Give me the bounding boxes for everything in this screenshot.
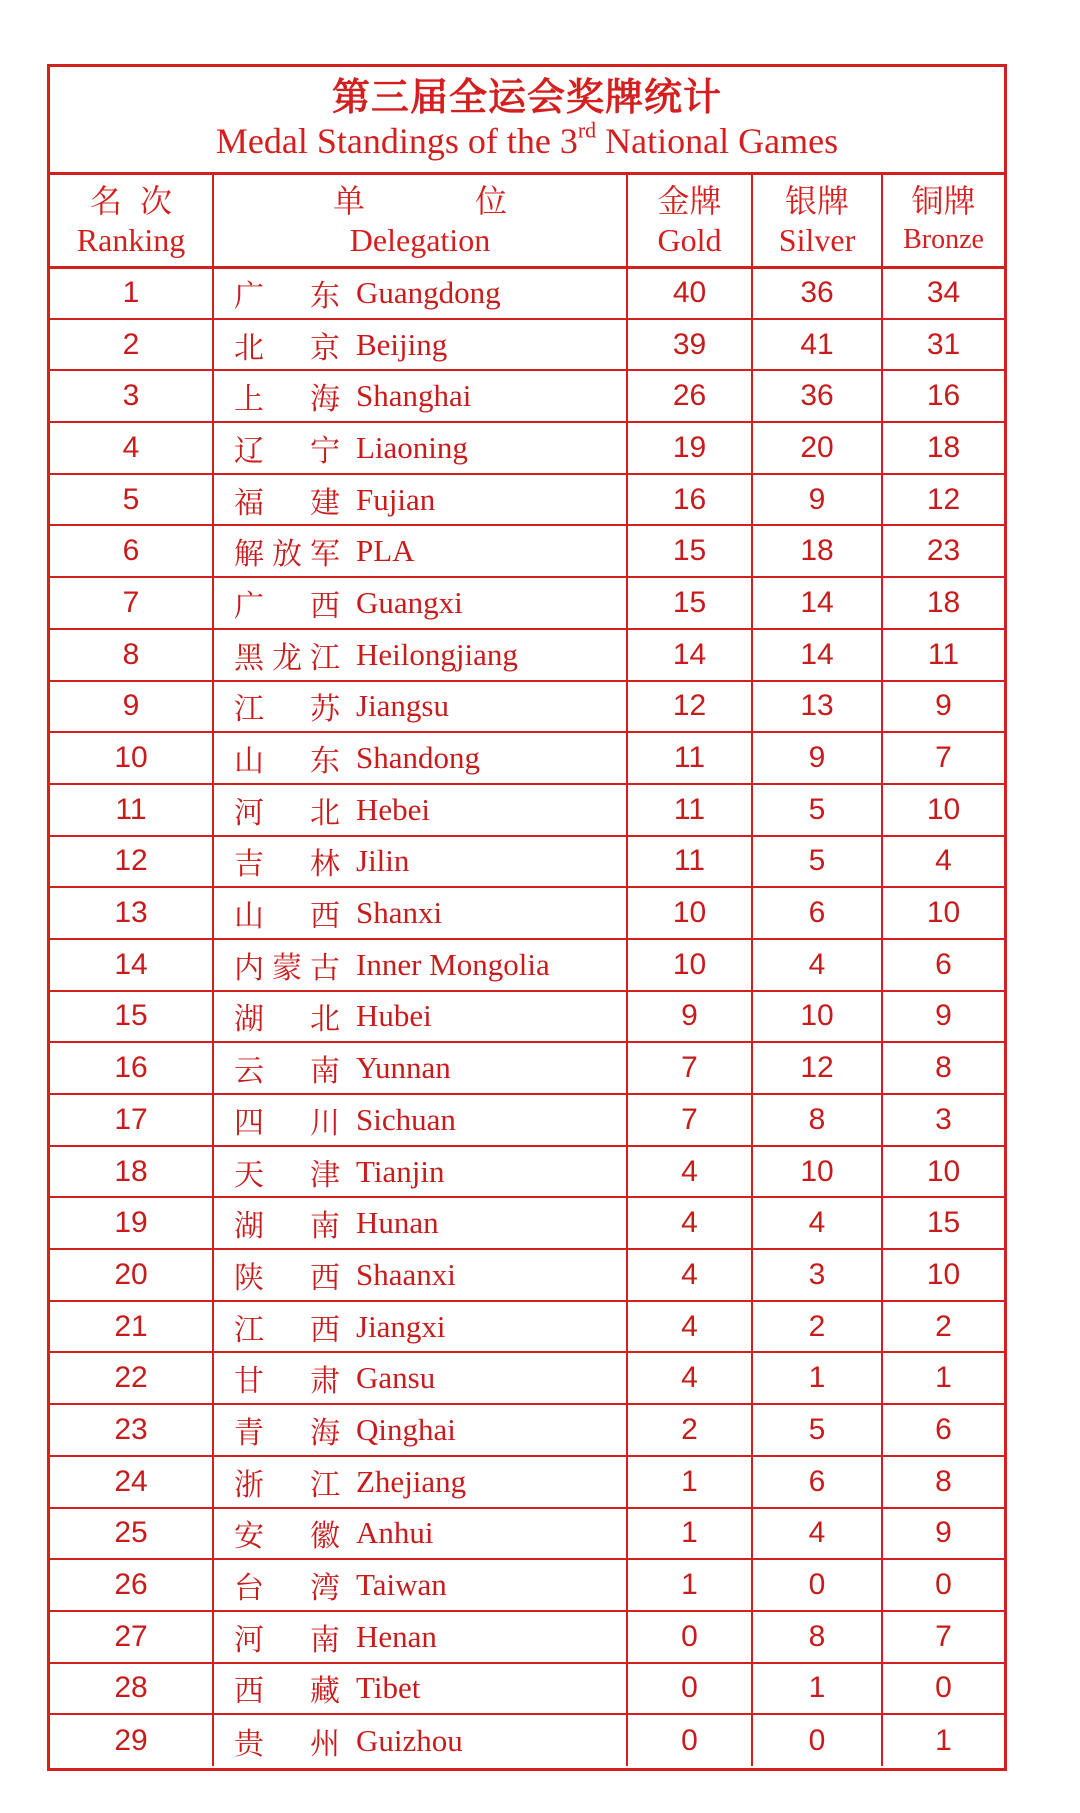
header-bronze-en: Bronze (903, 224, 984, 256)
rank-cell: 20 (50, 1249, 213, 1301)
silver-cell: 0 (752, 1714, 882, 1766)
delegation-name-en: Zhejiang (356, 1463, 467, 1499)
bronze-cell: 1 (882, 1714, 1004, 1766)
delegation-cell (213, 1352, 627, 1404)
bronze-cell: 11 (882, 629, 1004, 681)
table-row (50, 1197, 1004, 1249)
delegation-name-cn: 黑龙江 (234, 640, 340, 676)
delegation-cell (213, 1042, 627, 1094)
gold-cell: 0 (627, 1611, 752, 1663)
rank-cell: 10 (50, 732, 213, 784)
rank-cell: 23 (50, 1404, 213, 1456)
delegation-cell (213, 991, 627, 1043)
bronze-cell: 9 (882, 991, 1004, 1043)
delegation-name-cn: 江西 (234, 1312, 340, 1348)
silver-cell: 1 (752, 1352, 882, 1404)
gold-cell: 19 (627, 422, 752, 474)
delegation-name-en: Taiwan (356, 1567, 447, 1603)
rank-cell: 18 (50, 1146, 213, 1198)
rank-cell: 17 (50, 1094, 213, 1146)
bronze-cell: 12 (882, 474, 1004, 526)
title-english-ordinal: rd (577, 117, 597, 143)
table-row (50, 1559, 1004, 1611)
gold-cell: 0 (627, 1714, 752, 1766)
delegation-name-cn: 广西 (234, 588, 340, 624)
gold-cell: 1 (627, 1508, 752, 1560)
table-row (50, 370, 1004, 422)
bronze-cell: 6 (882, 939, 1004, 991)
gold-cell: 7 (627, 1094, 752, 1146)
silver-cell: 8 (752, 1094, 882, 1146)
gold-cell: 1 (627, 1559, 752, 1611)
gold-cell: 4 (627, 1197, 752, 1249)
gold-cell: 11 (627, 836, 752, 888)
delegation-name-cn: 云南 (234, 1054, 340, 1090)
title-block (50, 67, 1004, 175)
delegation-cell (213, 1094, 627, 1146)
silver-cell: 13 (752, 681, 882, 733)
delegation-name-en: Shaanxi (356, 1256, 456, 1292)
header-delegation-en: Delegation (349, 222, 491, 259)
bronze-cell: 8 (882, 1456, 1004, 1508)
table-row (50, 732, 1004, 784)
delegation-name-cn: 台湾 (234, 1571, 340, 1607)
delegation-cell (213, 732, 627, 784)
header-rank-cn: 名次 (89, 182, 190, 221)
bronze-cell: 10 (882, 887, 1004, 939)
delegation-name-cn: 山东 (234, 744, 340, 780)
delegation-name-cn: 河南 (234, 1622, 340, 1658)
rank-cell: 5 (50, 474, 213, 526)
silver-cell: 9 (752, 474, 882, 526)
header-gold-en: Gold (657, 222, 722, 259)
delegation-name-en: Heilongjiang (356, 636, 518, 672)
silver-cell: 2 (752, 1301, 882, 1353)
delegation-name-cn: 浙江 (234, 1467, 340, 1503)
bronze-cell: 18 (882, 577, 1004, 629)
bronze-cell: 23 (882, 525, 1004, 577)
delegation-name-en: Liaoning (356, 429, 468, 465)
gold-cell: 10 (627, 887, 752, 939)
delegation-name-en: Shandong (356, 740, 480, 776)
delegation-name-cn: 安徽 (234, 1519, 340, 1555)
rank-cell: 15 (50, 991, 213, 1043)
delegation-name-en: Hunan (356, 1205, 439, 1241)
gold-cell: 40 (627, 267, 752, 319)
bronze-cell: 10 (882, 784, 1004, 836)
header-gold (627, 175, 752, 267)
header-silver (752, 175, 882, 267)
delegation-name-cn: 天津 (234, 1157, 340, 1193)
bronze-cell: 9 (882, 681, 1004, 733)
delegation-cell (213, 319, 627, 371)
delegation-name-cn: 陕西 (234, 1260, 340, 1296)
silver-cell: 14 (752, 577, 882, 629)
delegation-name-cn: 吉林 (234, 847, 340, 883)
table-row (50, 525, 1004, 577)
table-row (50, 1146, 1004, 1198)
silver-cell: 0 (752, 1559, 882, 1611)
table-row (50, 1714, 1004, 1766)
delegation-name-en: Guangxi (356, 584, 463, 620)
header-rank (50, 175, 213, 267)
delegation-name-en: Fujian (356, 481, 436, 517)
delegation-name-en: Hubei (356, 998, 432, 1034)
table-row (50, 1352, 1004, 1404)
table-row (50, 1249, 1004, 1301)
rank-cell: 12 (50, 836, 213, 888)
bronze-cell: 18 (882, 422, 1004, 474)
delegation-cell (213, 267, 627, 319)
delegation-name-en: Hebei (356, 791, 431, 827)
gold-cell: 9 (627, 991, 752, 1043)
delegation-name-en: Shanghai (356, 378, 472, 414)
delegation-name-cn: 四川 (234, 1105, 340, 1141)
bronze-cell: 8 (882, 1042, 1004, 1094)
delegation-name-en: Jiangsu (356, 688, 449, 724)
delegation-name-cn: 福建 (234, 485, 340, 521)
silver-cell: 6 (752, 887, 882, 939)
header-delegation-cn: 单位 (332, 182, 617, 221)
rank-cell: 13 (50, 887, 213, 939)
gold-cell: 10 (627, 939, 752, 991)
rank-cell: 24 (50, 1456, 213, 1508)
gold-cell: 7 (627, 1042, 752, 1094)
rank-cell: 7 (50, 577, 213, 629)
gold-cell: 11 (627, 784, 752, 836)
delegation-cell (213, 1611, 627, 1663)
table-row (50, 577, 1004, 629)
rank-cell: 2 (50, 319, 213, 371)
bronze-cell: 2 (882, 1301, 1004, 1353)
delegation-cell (213, 1301, 627, 1353)
bronze-cell: 0 (882, 1559, 1004, 1611)
rank-cell: 25 (50, 1508, 213, 1560)
delegation-cell (213, 1456, 627, 1508)
header-gold-cn: 金牌 (657, 182, 722, 221)
gold-cell: 4 (627, 1146, 752, 1198)
rank-cell: 3 (50, 370, 213, 422)
silver-cell: 5 (752, 1404, 882, 1456)
table-row (50, 1094, 1004, 1146)
delegation-cell (213, 1559, 627, 1611)
silver-cell: 10 (752, 1146, 882, 1198)
table-row (50, 1042, 1004, 1094)
title-english-suffix: National Games (596, 121, 839, 161)
delegation-name-cn: 北京 (234, 330, 340, 366)
gold-cell: 11 (627, 732, 752, 784)
delegation-cell (213, 525, 627, 577)
bronze-cell: 3 (882, 1094, 1004, 1146)
silver-cell: 6 (752, 1456, 882, 1508)
rank-cell: 19 (50, 1197, 213, 1249)
gold-cell: 15 (627, 577, 752, 629)
delegation-name-cn: 西藏 (234, 1674, 340, 1710)
delegation-name-cn: 甘肃 (234, 1364, 340, 1400)
gold-cell: 39 (627, 319, 752, 371)
delegation-cell (213, 1249, 627, 1301)
delegation-name-en: Shanxi (356, 895, 443, 931)
rank-cell: 27 (50, 1611, 213, 1663)
delegation-cell (213, 784, 627, 836)
gold-cell: 4 (627, 1301, 752, 1353)
header-rank-en: Ranking (76, 222, 186, 259)
delegation-cell (213, 370, 627, 422)
bronze-cell: 7 (882, 732, 1004, 784)
rank-cell: 4 (50, 422, 213, 474)
rank-cell: 8 (50, 629, 213, 681)
delegation-cell (213, 1404, 627, 1456)
delegation-name-en: Jilin (356, 843, 410, 879)
delegation-name-en: PLA (356, 533, 415, 569)
table-row (50, 1301, 1004, 1353)
silver-cell: 18 (752, 525, 882, 577)
table-body (50, 267, 1004, 1766)
delegation-name-cn: 上海 (234, 382, 340, 418)
table-row (50, 422, 1004, 474)
silver-cell: 3 (752, 1249, 882, 1301)
delegation-name-cn: 山西 (234, 899, 340, 935)
delegation-name-en: Tibet (356, 1670, 421, 1706)
header-bronze-cn: 铜牌 (911, 182, 976, 221)
silver-cell: 20 (752, 422, 882, 474)
table-row (50, 681, 1004, 733)
delegation-name-cn: 湖北 (234, 1002, 340, 1038)
rank-cell: 29 (114, 1723, 148, 1757)
gold-cell: 4 (627, 1249, 752, 1301)
table-row (50, 836, 1004, 888)
table-row (50, 474, 1004, 526)
delegation-name-en: Henan (356, 1618, 437, 1654)
bronze-cell: 6 (882, 1404, 1004, 1456)
silver-cell: 41 (752, 319, 882, 371)
rank-cell: 11 (50, 784, 213, 836)
delegation-name-en: Sichuan (356, 1101, 456, 1137)
silver-cell: 8 (752, 1611, 882, 1663)
delegation-name-en: Yunnan (356, 1050, 451, 1086)
delegation-cell (213, 577, 627, 629)
gold-cell: 16 (627, 474, 752, 526)
header-bronze (882, 175, 1004, 267)
gold-cell: 4 (627, 1352, 752, 1404)
delegation-cell (213, 474, 627, 526)
table-row (50, 991, 1004, 1043)
delegation-name-cn: 辽宁 (234, 433, 340, 469)
delegation-cell (213, 1197, 627, 1249)
delegation-name-en: Gansu (356, 1360, 436, 1396)
header-row (50, 175, 1004, 267)
table-row (50, 939, 1004, 991)
delegation-name-cn: 河北 (234, 795, 340, 831)
table-row (50, 1611, 1004, 1663)
table-row (50, 887, 1004, 939)
table-row (50, 629, 1004, 681)
rank-cell: 16 (50, 1042, 213, 1094)
rank-cell: 14 (50, 939, 213, 991)
delegation-name-cn: 江苏 (234, 692, 340, 728)
gold-cell: 0 (627, 1663, 752, 1715)
silver-cell: 4 (752, 939, 882, 991)
silver-cell: 12 (752, 1042, 882, 1094)
table-row (50, 1508, 1004, 1560)
delegation-cell (213, 939, 627, 991)
delegation-name-cn: 广东 (234, 279, 340, 315)
gold-cell: 14 (627, 629, 752, 681)
gold-cell: 26 (627, 370, 752, 422)
table-row (50, 1456, 1004, 1508)
bronze-cell: 10 (882, 1249, 1004, 1301)
delegation-name-en: Guizhou (356, 1722, 463, 1758)
gold-cell: 12 (627, 681, 752, 733)
delegation-cell (213, 629, 627, 681)
table-row (50, 319, 1004, 371)
silver-cell: 4 (752, 1508, 882, 1560)
bronze-cell: 15 (882, 1197, 1004, 1249)
delegation-cell (213, 422, 627, 474)
silver-cell: 36 (752, 267, 882, 319)
silver-cell: 1 (752, 1663, 882, 1715)
rank-cell: 22 (50, 1352, 213, 1404)
table-row (50, 1404, 1004, 1456)
delegation-name-en: Tianjin (356, 1153, 445, 1189)
title-english (50, 119, 1004, 163)
gold-cell: 1 (627, 1456, 752, 1508)
silver-cell: 5 (752, 784, 882, 836)
silver-cell: 10 (752, 991, 882, 1043)
table-row (50, 1663, 1004, 1715)
table-row (50, 784, 1004, 836)
delegation-name-en: Anhui (356, 1515, 434, 1551)
delegation-name-en: Qinghai (356, 1411, 456, 1447)
medal-table (50, 175, 1004, 1766)
table-row (50, 267, 1004, 319)
delegation-name-en: Guangdong (356, 275, 501, 311)
bronze-cell: 34 (882, 267, 1004, 319)
bronze-cell: 4 (882, 836, 1004, 888)
delegation-cell (213, 1714, 627, 1766)
silver-cell: 4 (752, 1197, 882, 1249)
delegation-cell (213, 836, 627, 888)
delegation-name-cn: 内蒙古 (234, 950, 340, 986)
delegation-cell (213, 1508, 627, 1560)
delegation-cell (213, 887, 627, 939)
delegation-name-cn: 青海 (234, 1415, 340, 1451)
silver-cell: 9 (752, 732, 882, 784)
rank-cell: 1 (50, 267, 213, 319)
rank-cell: 26 (50, 1559, 213, 1611)
rank-cell: 6 (50, 525, 213, 577)
bronze-cell: 31 (882, 319, 1004, 371)
bronze-cell: 9 (882, 1508, 1004, 1560)
silver-cell: 36 (752, 370, 882, 422)
header-delegation (213, 175, 627, 267)
bronze-cell: 7 (882, 1611, 1004, 1663)
delegation-name-en: Inner Mongolia (356, 946, 550, 982)
rank-cell: 21 (50, 1301, 213, 1353)
silver-cell: 14 (752, 629, 882, 681)
delegation-cell (213, 681, 627, 733)
rank-cell: 28 (50, 1663, 213, 1715)
bronze-cell: 16 (882, 370, 1004, 422)
delegation-name-cn: 解放军 (234, 537, 340, 573)
delegation-cell (213, 1146, 627, 1198)
bronze-cell: 10 (882, 1146, 1004, 1198)
title-chinese: 第三届全运会奖牌统计 (331, 75, 722, 119)
delegation-name-en: Beijing (356, 326, 448, 362)
header-silver-cn: 银牌 (784, 182, 849, 221)
delegation-cell (213, 1663, 627, 1715)
delegation-name-cn: 湖南 (234, 1209, 340, 1245)
rank-cell: 9 (50, 681, 213, 733)
delegation-name-en: Jiangxi (356, 1308, 446, 1344)
medal-table-sheet (47, 64, 1007, 1771)
bronze-cell: 0 (882, 1663, 1004, 1715)
delegation-name-cn: 贵州 (234, 1726, 340, 1762)
silver-cell: 5 (752, 836, 882, 888)
title-english-prefix: Medal Standings of the 3 (215, 121, 578, 161)
header-silver-en: Silver (778, 222, 856, 259)
gold-cell: 2 (627, 1404, 752, 1456)
gold-cell: 15 (627, 525, 752, 577)
bronze-cell: 1 (882, 1352, 1004, 1404)
